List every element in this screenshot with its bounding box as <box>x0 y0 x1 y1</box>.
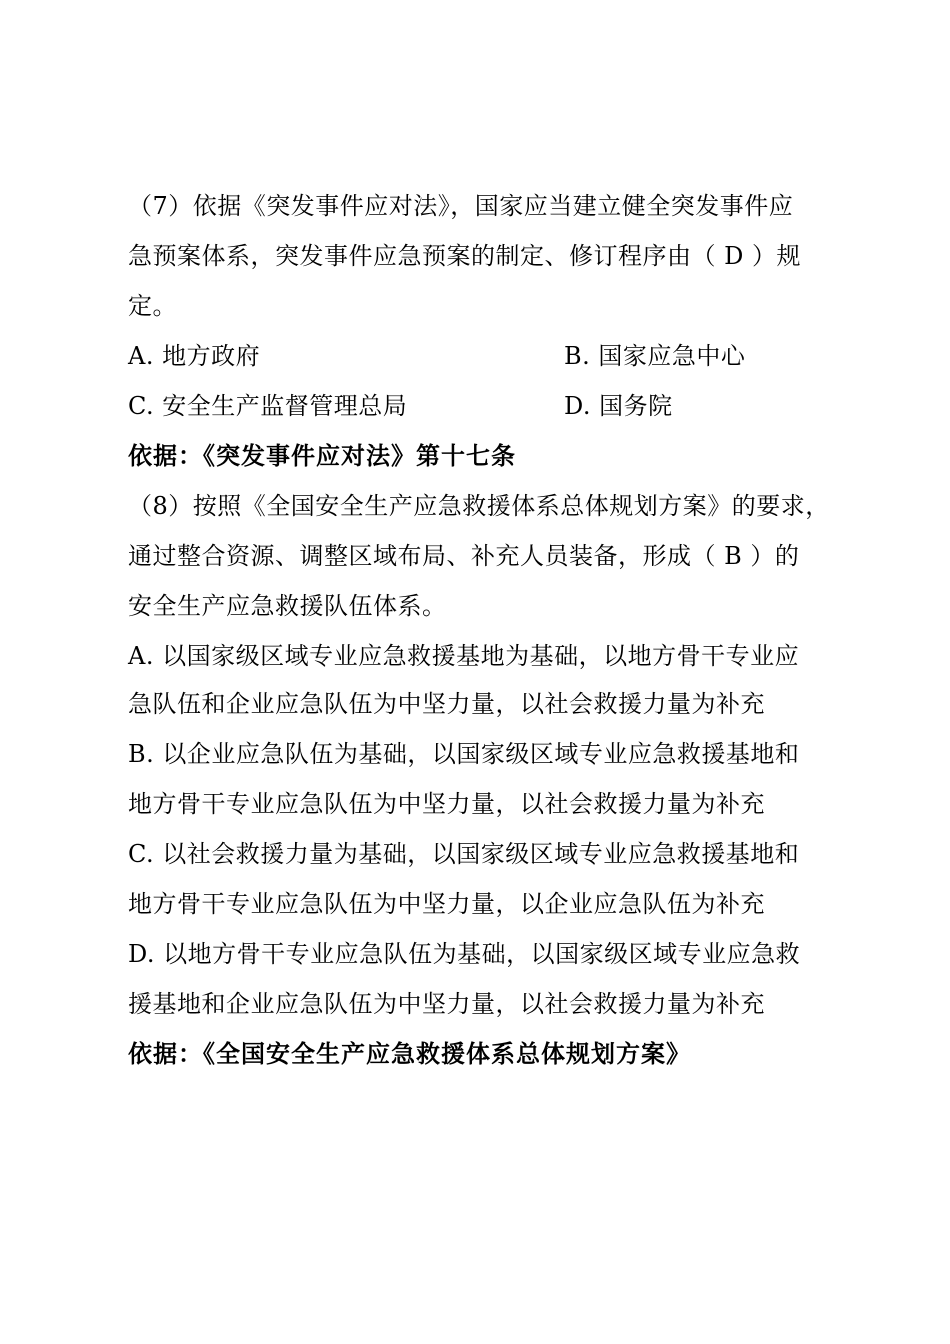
question-7-option-a: A. 地方政府 <box>128 342 261 370</box>
question-8-option-d-line-1: D. 以地方骨干专业应急队伍为基础，以国家级区域专业应急救 <box>128 940 801 968</box>
question-7-basis: 依据：《突发事件应对法》第十七条 <box>128 441 516 470</box>
question-8-option-c-line-2: 地方骨干专业应急队伍为中坚力量，以企业应急队伍为补充 <box>128 890 765 918</box>
question-7-line-3: 定。 <box>128 292 177 320</box>
question-8-line-1: （8）按照《全国安全生产应急救援体系总体规划方案》的要求， <box>128 492 830 520</box>
question-8-option-a-line-2: 急队伍和企业应急队伍为中坚力量，以社会救援力量为补充 <box>128 690 765 718</box>
question-7-line-2: 急预案体系，突发事件应急预案的制定、修订程序由（ D ）规 <box>128 242 801 270</box>
question-7-line-1: （7）依据《突发事件应对法》，国家应当建立健全突发事件应 <box>128 192 794 220</box>
question-7-option-b: B. 国家应急中心 <box>564 342 746 370</box>
question-8-option-b-line-2: 地方骨干专业应急队伍为中坚力量，以社会救援力量为补充 <box>128 790 765 818</box>
question-8-option-d-line-2: 援基地和企业应急队伍为中坚力量，以社会救援力量为补充 <box>128 990 765 1018</box>
question-8-option-c-line-1: C. 以社会救援力量为基础，以国家级区域专业应急救援基地和 <box>128 840 800 868</box>
question-8-option-a-line-1: A. 以国家级区域专业应急救援基地为基础，以地方骨干专业应 <box>128 642 800 670</box>
question-8-line-2: 通过整合资源、调整区域布局、补充人员装备，形成（ B ）的 <box>128 542 800 570</box>
question-7-option-c: C. 安全生产监督管理总局 <box>128 392 408 420</box>
question-8-line-3: 安全生产应急救援队伍体系。 <box>128 592 447 620</box>
question-7-option-d: D. 国务院 <box>564 392 673 420</box>
question-8-basis: 依据：《全国安全生产应急救援体系总体规划方案》 <box>128 1039 691 1068</box>
question-8-option-b-line-1: B. 以企业应急队伍为基础，以国家级区域专业应急救援基地和 <box>128 740 800 768</box>
